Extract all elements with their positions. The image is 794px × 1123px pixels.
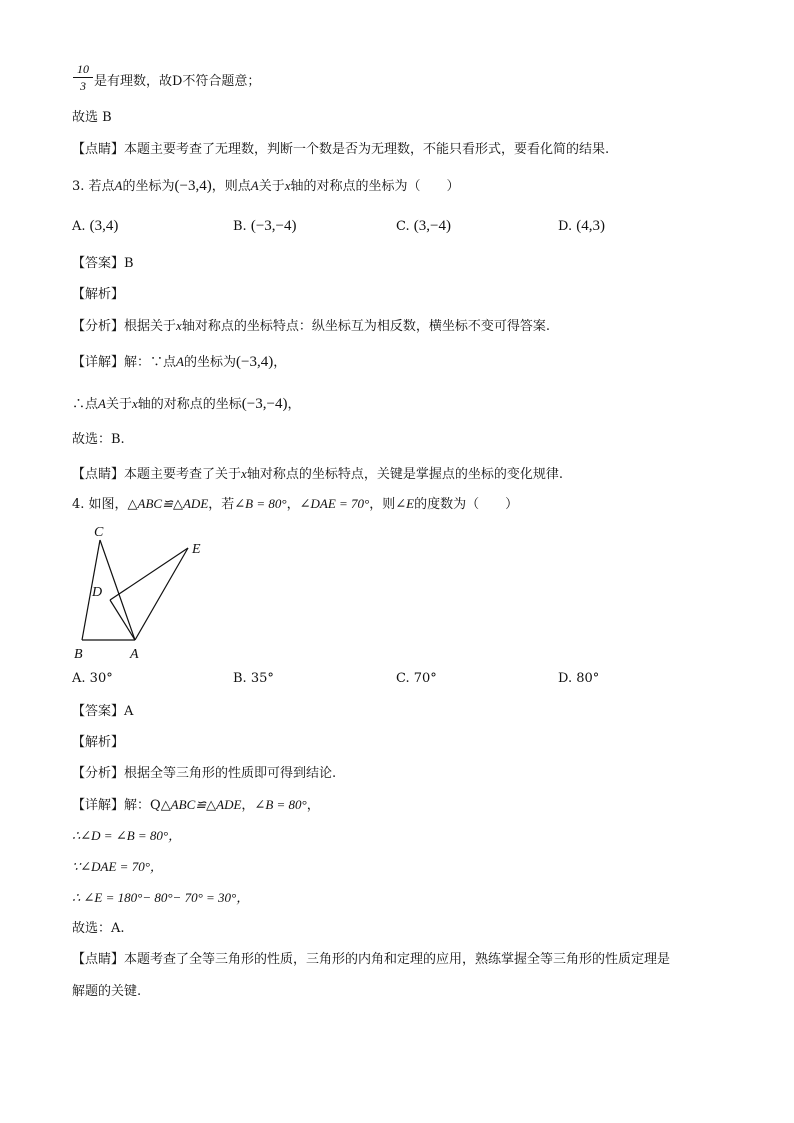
label-e: E [192,542,201,557]
q4-step2: ∵∠DAE = 70°， [72,859,163,874]
q4-answer [72,702,133,722]
q3-dianjing [72,464,563,485]
dianjing-text: 本题主要考查了关于 [124,467,242,482]
q3-stem-part: 3. 若点 [72,179,115,194]
fenxi-tag: 【分析】 [72,766,125,781]
q3-xiangjie [72,352,286,373]
fenxi-text: 根据全等三角形的性质即可得到结论. [124,766,337,781]
x-axis-var: x [131,396,138,411]
q3-analysis-tag: 【解析】 [72,287,125,302]
segment-de [110,548,188,600]
xiangjie-text: 解：∵点 [124,355,177,370]
point-a: A [176,354,184,369]
coordinate: (−3,−4) [241,396,288,412]
segment-ca [100,540,135,640]
fraction-bar [73,77,93,78]
q4-choose: 故选：A. [72,921,125,936]
comma: ， [241,798,255,813]
q4-dianjing-2: 解题的关键. [72,984,142,999]
q3-stem-part: 关于 [258,179,285,194]
step-text: 关于 [105,397,132,412]
q3-option-a [72,216,118,237]
option-value: (−3,−4) [250,218,297,234]
label-c: C [94,525,104,540]
label-b: B [74,647,83,662]
q3-choose: 故选：B. [72,432,125,447]
option-value: (3,−4) [413,218,451,234]
q3-stem [72,176,460,197]
q4-option-c [396,669,437,689]
q4-stem-part: 4. 如图， [72,497,128,512]
q3-option-d [558,216,605,237]
fraction-ten-thirds [72,62,94,93]
q4-angle-e: ∠E [395,496,415,511]
fenxi-tag: 【分析】 [72,319,125,334]
q3-stem-part: 轴的对称点的坐标为（ ） [290,179,460,194]
option-value: 70° [413,671,437,686]
answer-tag: 【答案】 [72,704,125,719]
prev-line-1: 是有理数，故D不符合题意； [94,74,261,89]
q3-stem-part: 的坐标为 [122,179,175,194]
xiangjie-text: 解：Q [124,798,161,813]
xiangjie-text: 的坐标为 [183,355,236,370]
option-value: 35° [250,671,274,686]
q3-stem-part: ，则点 [211,179,251,194]
xiangjie-tag: 【详解】 [72,355,125,370]
option-value: (4,3) [576,218,605,234]
q4-stem-part: 的度数为（ ） [414,497,519,512]
q4-fenxi [72,764,336,784]
q3-option-b [233,216,297,237]
fraction-denominator: 3 [80,79,86,93]
q4-congruence: △ABC≌△ADE [127,496,209,511]
option-value: (3,4) [89,218,119,234]
fraction-numerator: 10 [77,62,89,76]
q3-option-c [396,216,451,237]
q4-stem-part: ，若 [208,497,235,512]
x-axis-var: x [176,318,182,333]
congruence: △ABC≌△ADE [160,797,242,812]
q4-dianjing-1 [72,950,670,970]
option-label: C. [396,219,410,234]
option-label: C. [396,671,410,686]
comma: ， [273,355,287,370]
step-text: ∴点 [72,397,99,412]
option-label: B. [233,671,247,686]
q3-point-a: A [114,178,123,193]
step-text: 轴的对称点的坐标 [137,397,242,412]
q4-analysis-tag: 【解析】 [72,735,125,750]
segment-ea [135,548,188,640]
prev-dianjing [72,140,609,160]
x-axis-var: x [241,466,247,481]
dianjing-tag: 【点睛】 [72,467,125,482]
answer-value: A [124,704,134,719]
option-label: D. [558,219,573,234]
option-label: B. [233,219,247,234]
fenxi-text: 根据关于 [124,319,177,334]
option-label: D. [558,671,573,686]
label-a: A [130,647,139,662]
q3-answer [72,254,134,274]
comma: ， [306,798,320,813]
q3-coordinate: (−3,4) [174,178,212,194]
q4-step1: ∴∠D = ∠B = 80°， [72,828,182,843]
dianjing-text: 本题主要考查了无理数，判断一个数是否为无理数，不能只看形式，要看化简的结果. [124,142,610,157]
q3-fenxi [72,316,550,337]
dianjing-text: 本题考查了全等三角形的性质，三角形的内角和定理的应用，熟练掌握全等三角形的性质定理是 [124,952,671,967]
q4-xiangjie [72,795,320,816]
xiangjie-tag: 【详解】 [72,798,125,813]
option-label: A. [72,219,86,234]
dianjing-tag: 【点睛】 [72,142,125,157]
fenxi-text: 轴对称点的坐标特点：纵坐标互为相反数，横坐标不变可得答案. [181,319,550,334]
q3-point-a: A [250,178,259,193]
comma: ， [287,397,301,412]
coordinate: (−3,4) [236,354,274,370]
option-value: 30° [89,671,113,686]
label-d: D [92,585,103,600]
q4-option-b [233,669,274,689]
angle-b: ∠B = 80° [254,797,307,812]
q4-angle-dae: ∠DAE = 70° [299,496,370,511]
q3-step2 [72,394,300,415]
answer-tag: 【答案】 [72,256,125,271]
q3-x-axis: x [284,178,291,193]
prev-choose: 故选 B [72,110,112,125]
q4-angle-b: ∠B = 80° [234,496,287,511]
q4-option-d [558,669,599,689]
q4-option-a [72,669,113,689]
dianjing-tag: 【点睛】 [72,952,125,967]
q4-step3: ∴ ∠E = 180°− 80°− 70° = 30°， [72,890,250,905]
option-label: A. [72,671,86,686]
point-a: A [98,396,106,411]
option-value: 80° [576,671,600,686]
answer-value: B [124,256,134,271]
q4-stem-part: ，则 [369,497,396,512]
comma: ， [286,497,300,512]
dianjing-text: 轴对称点的坐标特点，关键是掌握点的坐标的变化规律. [246,467,563,482]
triangle-figure [70,520,220,665]
q4-stem [72,494,518,515]
